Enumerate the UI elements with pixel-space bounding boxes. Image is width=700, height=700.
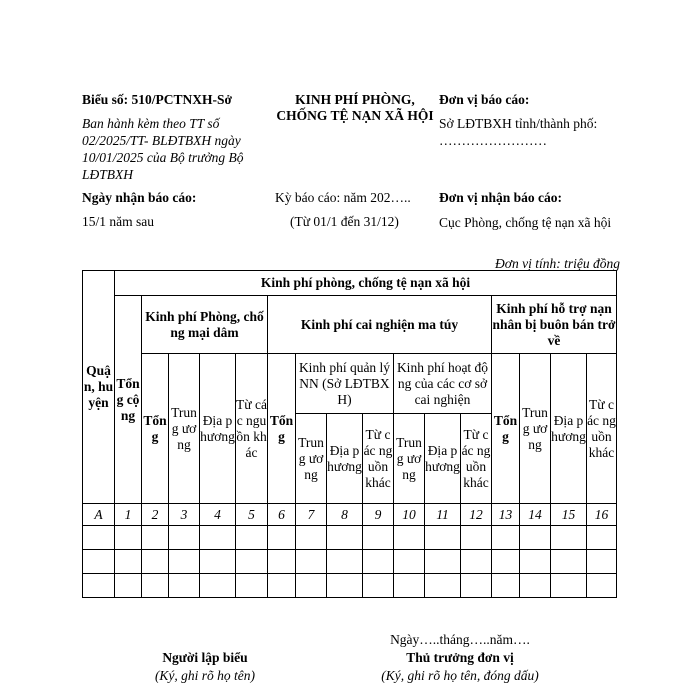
header-rehab-total: Tổng — [268, 354, 296, 504]
header-trafficking-local: Địa phương — [551, 354, 587, 504]
report-table — [82, 270, 617, 598]
index-cell: 1 — [115, 504, 142, 526]
header-prostitution-total: Tổng — [142, 354, 169, 504]
period-value: (Từ 01/1 đến 31/12) — [290, 214, 399, 229]
header-prostitution-group: Kinh phí Phòng, chống mại dâm — [142, 296, 268, 354]
header-state-mgmt-other: Từ các nguồn khác — [363, 414, 394, 504]
index-cell: 7 — [296, 504, 327, 526]
page-title-line1: KINH PHÍ PHÒNG, — [295, 92, 415, 107]
header-prostitution-central: Trung ương — [169, 354, 200, 504]
header-district: Quận, huyện — [83, 271, 115, 504]
header-trafficking-group: Kinh phí hỗ trợ nạn nhân bị buôn bán trở về — [492, 296, 617, 354]
head-label: Thủ trưởng đơn vị — [406, 650, 514, 665]
header-prostitution-other: Từ các nguồn khác — [236, 354, 268, 504]
header-rehab-group: Kinh phí cai nghiện ma túy — [268, 296, 492, 354]
preparer-note: (Ký, ghi rõ họ tên) — [154, 668, 256, 683]
header-trafficking-central: Trung ương — [520, 354, 551, 504]
index-cell: 8 — [327, 504, 363, 526]
receiving-unit-value: Cục Phòng, chống tệ nạn xã hội — [439, 215, 612, 230]
issued-note: Ban hành kèm theo TT số 02/2025/TT- BLĐTBXH ngày 10/01/2025 của Bộ trưởng Bộ LĐTBXH — [82, 116, 244, 182]
receive-date-label: Ngày nhận báo cáo: — [82, 190, 197, 205]
header-main-group: Kinh phí phòng, chống tệ nạn xã hội — [115, 271, 617, 296]
index-cell: 2 — [142, 504, 169, 526]
index-cell: 12 — [461, 504, 492, 526]
table-row — [83, 550, 617, 574]
header-trafficking-other: Từ các nguồn khác — [587, 354, 617, 504]
date-line: Ngày…..tháng…..năm…. — [390, 632, 530, 647]
index-cell: 4 — [200, 504, 236, 526]
header-trafficking-total: Tổng — [492, 354, 520, 504]
header-state-mgmt-local: Địa phương — [327, 414, 363, 504]
receiving-unit-label: Đơn vị nhận báo cáo: — [439, 190, 563, 205]
table-row — [83, 526, 617, 550]
index-cell: 5 — [236, 504, 268, 526]
period-label: Kỳ báo cáo: năm 202….. — [275, 190, 411, 205]
index-cell: 10 — [394, 504, 425, 526]
index-cell: 13 — [492, 504, 520, 526]
index-cell: 3 — [169, 504, 200, 526]
header-rehab-ops-other: Từ các nguồn khác — [461, 414, 492, 504]
header-rehab-ops-central: Trung ương — [394, 414, 425, 504]
preparer-label: Người lập biểu — [162, 650, 248, 665]
index-row — [83, 504, 617, 526]
index-cell: 15 — [551, 504, 587, 526]
index-cell: 16 — [587, 504, 617, 526]
header-grand-total: Tổng cộng — [115, 296, 142, 504]
form-number: Biểu số: 510/PCTNXH-Sở — [82, 92, 232, 107]
reporting-unit-label: Đơn vị báo cáo: — [439, 92, 530, 107]
table-row — [83, 574, 617, 598]
header-state-mgmt-group: Kinh phí quản lý NN (Sở LĐTBXH) — [296, 354, 394, 414]
head-note: (Ký, ghi rõ họ tên, đóng dấu) — [381, 668, 539, 683]
receive-date-value: 15/1 năm sau — [82, 214, 154, 229]
header-prostitution-local: Địa phương — [200, 354, 236, 504]
header-rehab-ops-local: Địa phương — [425, 414, 461, 504]
reporting-unit-value: Sở LĐTBXH tỉnh/thành phố: …………………… — [439, 116, 598, 148]
page-title-line2: CHỐNG TỆ NẠN XÃ HỘI — [276, 108, 434, 123]
index-cell: A — [83, 504, 115, 526]
header-state-mgmt-central: Trung ương — [296, 414, 327, 504]
index-cell: 6 — [268, 504, 296, 526]
index-cell: 14 — [520, 504, 551, 526]
header-rehab-ops-group: Kinh phí hoạt động của các cơ sở cai nghiện — [394, 354, 492, 414]
index-cell: 9 — [363, 504, 394, 526]
unit-of-measure: Đơn vị tính: triệu đồng — [495, 256, 620, 271]
index-cell: 11 — [425, 504, 461, 526]
